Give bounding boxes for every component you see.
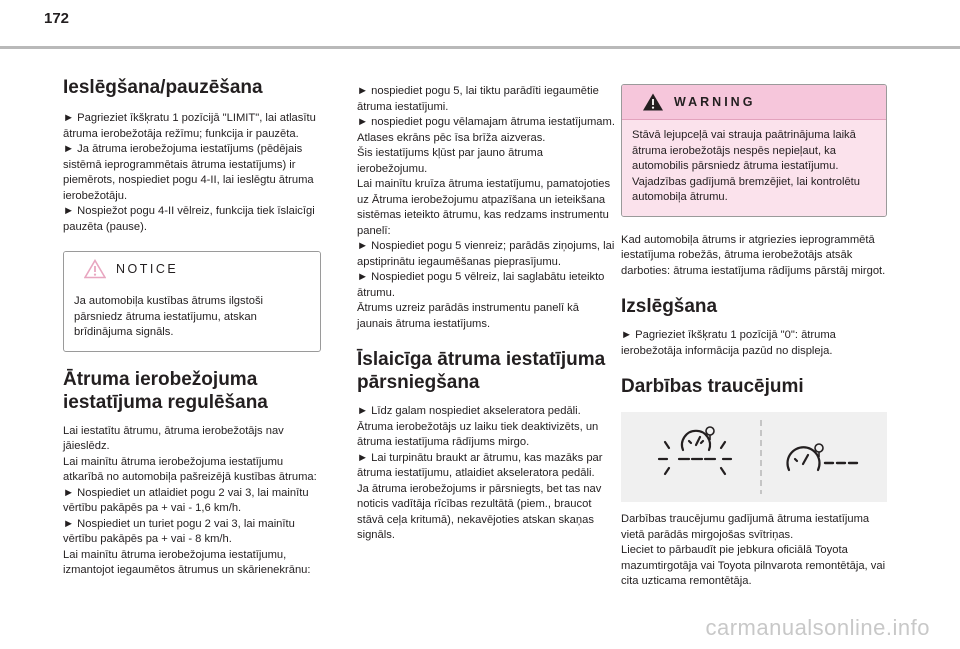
watermark: carmanualsonline.info	[705, 615, 930, 640]
warning-triangle-filled-icon	[642, 92, 664, 112]
override-text: ► Līdz galam nospiediet akseleratora pedāli. Ātruma ierobežotājs uz laiku tiek deaktivizēts, un ātruma iestatījuma rādījums mirgo. ► Lai turpinātu braukt ar ātrumu, kas mazāks par ātruma iestatījumu, atlaidiet akseleratora pedāli. Ja ātruma ierobežojums ir pārsniegts, bet tas nav noticis vadītāja rīcības rezultātā (piem., braucot stāvā ceļa kritumā), nekavējoties atskan skaņas signāls.	[357, 405, 603, 541]
header-rule	[0, 46, 960, 49]
column-1	[63, 76, 321, 579]
on-pause-text: ► Pagrieziet īkšķratu 1 pozīcijā "LIMIT", lai atlasītu ātruma ierobežotāja režīmu; funkcija ir pauzēta. ► Ja ātruma ierobežojuma iestatījums (pēdējais sistēmā ieprogrammētais ātruma iestatījums) ir piemērots, nospiediet pogu 4-II, lai ieslēgtu ātruma ierobežotāju. ► Nospiežot pogu 4-II vēlreiz, funkcija tiek īslaicīgi pauzēta (pause).	[63, 112, 316, 233]
notice-box	[63, 251, 321, 352]
malfunction-icons	[621, 412, 887, 502]
notice-header	[64, 252, 320, 286]
adjust-text: Lai iestatītu ātrumu, ātruma ierobežotājs nav jāieslēdz. Lai mainītu ātruma ierobežojuma iestatījumu atkarībā no automobiļa pašreizējā kustības ātruma: ► Nospiediet un atlaidiet pogu 2 vai 3, lai mainītu vērtību pakāpēs pa + vai - 1,6 km/h. ► Nospiediet un turiet pogu 2 vai 3, lai mainītu vērtību pakāpēs pa + vai - 8 km/h. Lai mainītu ātruma ierobežojuma iestatījumu, izmantojot iegaumētos ātrumus un skārienekrānu:	[63, 424, 317, 576]
memorised-speeds-text: ► nospiediet pogu 5, lai tiktu parādīti iegaumētie ātruma iestatījumi. ► nospiediet pogu vēlamajam ātruma iestatījumam. Atlases ekrāns pēc īsa brīža aizveras. Šis iestatījums kļūst par jauno ātruma ierobežojumu. Lai mainītu kruīza ātruma iestatījumu, pamatojoties uz Ātruma ierobežojumu atpazīšana un ieteikšana sistēmas ieteikto ātrumu, kas redzams instrumentu panelī: ► Nospiediet pogu 5 vienreiz; parādās ziņojums, lai apstiprinātu iegaumēšanas pieprasījumu. ► Nospiediet pogu 5 vēlreiz, lai saglabātu ieteikto ātrumu. Ātrums uzreiz parādās instrumentu panelī kā jaunais ātruma iestatījums.	[357, 85, 615, 330]
resume-text: Kad automobiļa ātrums ir atgriezies ieprogrammētā iestatījuma robežās, ātruma ierobežotājs atsāk darboties: ātruma iestatījuma rādījums pārstāj mirgot.	[621, 233, 886, 277]
page-number: 172	[44, 10, 70, 27]
section-heading-adjust: Ātruma ierobežojuma iestatījuma regulēšana	[63, 368, 268, 413]
notice-text: Ja automobiļa kustības ātrums ilgstoši pārsniedz ātruma iestatījumu, atskan brīdinājuma signāls.	[74, 295, 264, 338]
notice-title: NOTICE	[116, 262, 179, 276]
column-3	[621, 84, 887, 590]
malfunction-text: Darbības traucējumu gadījumā ātruma iestatījuma vietā parādās mirgojošas svītriņas. Lieciet to pārbaudīt pie jebkura oficiālā Toyota mazumtirgotāja vai Toyota pilnvarota remontētāja, vai cita uzticama remontētāja.	[621, 513, 886, 587]
warning-box	[621, 84, 887, 217]
section-heading-override: Īslaicīga ātruma iestatījuma pārsniegšana	[357, 349, 606, 393]
warning-triangle-outline-icon	[84, 259, 106, 279]
section-heading-malfunctions: Darbības traucējumi	[621, 376, 804, 397]
malfunction-icon-panel	[621, 412, 887, 502]
speedometer-limiter-dashes-blinking-icon	[659, 427, 731, 474]
section-heading-off: Izslēgšana	[621, 296, 718, 317]
warning-title: WARNING	[674, 95, 756, 109]
speedometer-limiter-dashes-icon	[788, 444, 858, 470]
column-2	[357, 84, 615, 544]
section-heading-on-pause: Ieslēgšana/pauzēšana	[63, 77, 263, 98]
off-text: ► Pagrieziet īkšķratu 1 pozīcijā "0": ātruma ierobežotāja informācija pazūd no displeja.	[621, 329, 836, 357]
warning-header	[622, 85, 886, 120]
warning-text: Stāvā lejupceļā vai strauja paātrinājuma laikā ātruma ierobežotājs nespēs nepieļaut, ka automobilis pārsniedz ātruma iestatījumu. Vajadzības gadījumā bremzējiet, lai kontrolētu automobiļa ātrumu.	[622, 120, 886, 216]
